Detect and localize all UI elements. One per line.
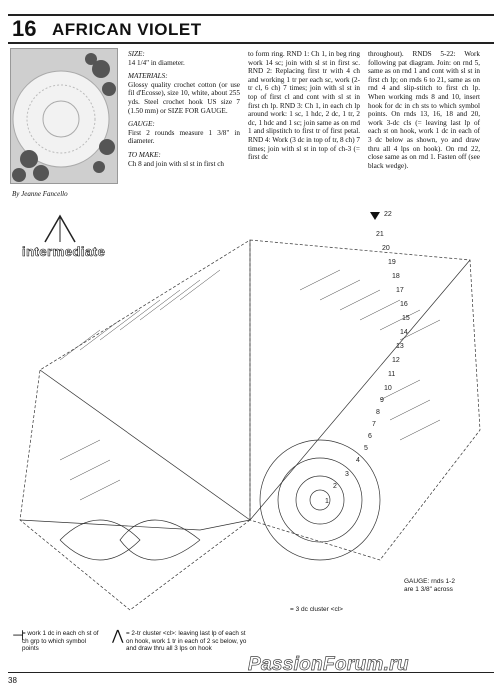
header-bottom-rule (8, 42, 494, 44)
round-label: 22 (384, 211, 392, 218)
pattern-number: 16 (12, 16, 37, 41)
round-label: 7 (372, 421, 376, 428)
legend-cluster: = 2-tr cluster <cl>: leaving last lp of each st on hook, work 1 tr in each of 2 sc below, yo and draw thru all 3 lps on hook (126, 630, 247, 653)
doily-photo (10, 48, 118, 184)
round-label: 19 (388, 259, 396, 266)
instructions-column-3 (368, 50, 480, 175)
round-label: 17 (396, 287, 404, 294)
round-label: 20 (382, 245, 390, 252)
rounds-continued-text: throughout). RNDS 5-22: Work following pat diagram. Join: on rnd 5, same as on rnd 1 and cont with sl st in first ch lp; on rnds 6 to 21, same as on rnd 4 and slip-stitch to first ch lp. When working rnds 8 and 10, insert hook for dc in ch sts to which symbol points. On rnds 13, 16, 18 and 20, work 3-dc cls (= leaving last lp of each st on hook, work 1 dc in each of 3 dc below as shown, yo and draw thru all 4 lps on hook). On rnd 22, close same as on rnd 1. Fasten off (see black wedge). (368, 50, 480, 170)
doily-photo-image (11, 49, 118, 184)
cluster-note: = 3 dc cluster <cl> (290, 606, 343, 613)
page-number: 38 (8, 676, 17, 685)
round-label: 2 (333, 483, 337, 490)
round-label: 13 (396, 343, 404, 350)
header-top-rule (8, 14, 494, 16)
materials-heading: MATERIALS: (128, 72, 168, 81)
page-header (8, 14, 494, 44)
round-label: 16 (400, 301, 408, 308)
photo-credit: By Jeanne Fancello (12, 190, 68, 198)
size-text: 14 1/4" in diameter. (128, 58, 185, 67)
round-label: 1 (325, 498, 329, 505)
fasten-off-wedge-icon (370, 212, 380, 220)
round-label: 5 (364, 445, 368, 452)
crochet-chart (0, 200, 502, 630)
round-label: 8 (376, 409, 380, 416)
to-make-text: Ch 8 and join with sl st in first ch (128, 159, 225, 168)
round-label: 11 (388, 371, 396, 378)
round-label: 10 (384, 385, 392, 392)
gauge-heading: GAUGE: (128, 120, 155, 129)
dc-symbol-icon: ⊣ (12, 628, 25, 644)
round-label: 21 (376, 231, 384, 238)
watermark-logo: PassionForum.ru (248, 654, 409, 675)
round-label: 14 (400, 329, 408, 336)
round-label: 3 (345, 471, 349, 478)
instructions-column-1 (128, 50, 240, 173)
round-label: 12 (392, 357, 400, 364)
to-make-heading: TO MAKE: (128, 150, 161, 159)
round-label: 15 (402, 315, 410, 322)
round-label: 18 (392, 273, 400, 280)
pattern-title: AFRICAN VIOLET (52, 20, 202, 39)
round-label: 6 (368, 433, 372, 440)
rounds-text: to form ring. RND 1: Ch 1, in beg ring work 14 sc; join with sl st in first sc. RND 2: Replacing first tr with 4 ch and working 1 tr per each sc, work (2-tr cl, 6 ch) 7 times; join with sl st in top of first cl and cont with sl st in first ch lp. RND 3: Ch 1, in each ch lp around work: 1 sc, 1 hdc, 2 dc, 1 tr, 2 dc, 1 hdc and 1 sc; join same as on rnd 1 and slipstitch to first tr of first petal. RND 4: Work (3 dc in top of tr, 8 ch) 7 times; join with sl st in top of ch-3 (= first dc (248, 50, 360, 162)
round-label: 4 (356, 457, 360, 464)
legend-dc: = work 1 dc in each ch st of ch grp to which symbol points (22, 630, 99, 653)
gauge-note: GAUGE: rnds 1-2 are 1 3/8" across (404, 578, 455, 593)
cluster-symbol-icon: ⋀ (112, 628, 124, 644)
size-heading: SIZE: (128, 50, 145, 58)
instructions-column-2 (248, 50, 360, 167)
round-label: 9 (380, 397, 384, 404)
gauge-text: First 2 rounds measure 1 3/8" in diameter. (128, 128, 240, 146)
skill-level-badge: intermediate (22, 244, 106, 259)
materials-text: Glossy quality crochet cotton (or use fil d'Ecosse), size 10, white, about 255 yds. Steel crochet hook US size 7 (1.50 mm) or SIZE FOR GAUGE. (128, 80, 240, 115)
